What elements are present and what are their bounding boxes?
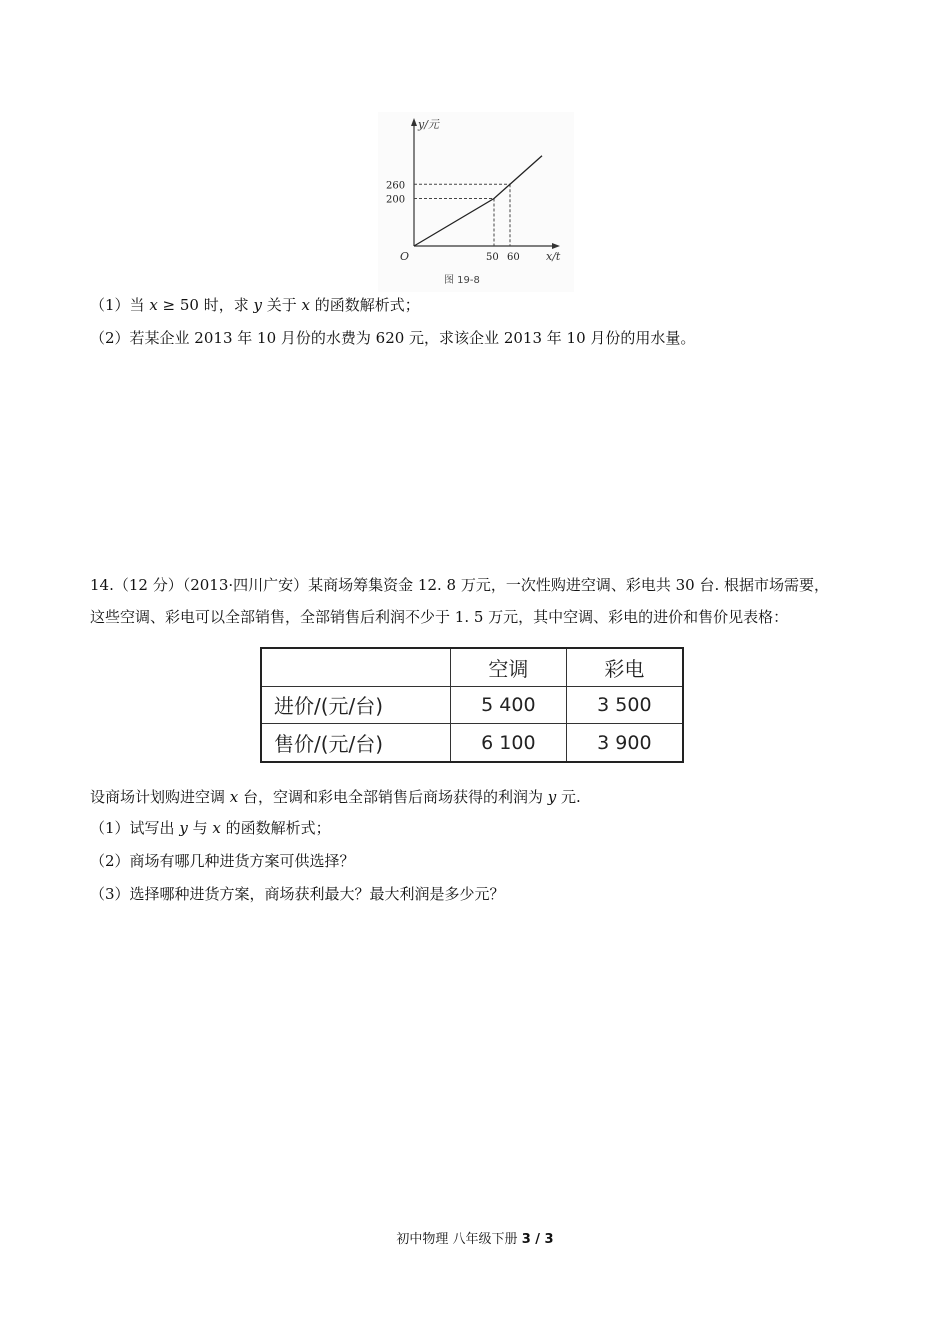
x-tick-label: 50 [486,252,499,263]
text-span: 设商场计划购进空调 [90,788,230,806]
x-tick-label: 60 [507,252,520,263]
variable-y: y [253,296,262,314]
series-line [414,156,542,246]
page-number: 3 / 3 [521,1232,554,1247]
q14-part1 [90,817,331,839]
text-span: 的函数解析式； [220,819,331,837]
variable-x: x [149,296,158,314]
variable-x: x [229,788,239,806]
q14-line2: 这些空调、彩电可以全部销售，全部销售后利润不少于 1. 5 万元，其中空调、彩电的进价和售价见表格： [90,608,789,626]
table-row [261,686,683,724]
x-axis-label: x/t [546,250,561,263]
variable-y: y [179,819,188,837]
row-label: 售价/(元/台) [261,724,451,762]
y-axis-label: y/元 [418,118,439,131]
origin-label: O [400,250,410,263]
price-table [260,647,684,763]
figure-caption: 图 19-8 [444,275,480,286]
cell-tv: 3 500 [566,686,683,724]
text-span: 台，空调和彩电全部销售后商场获得的利润为 [238,788,548,806]
text-span: 与 [187,819,213,837]
variable-y: y [547,788,557,806]
table-header-row [261,648,683,686]
text-span: ≥ 50 时，求 [157,296,254,314]
page-footer [0,1228,950,1247]
y-axis-arrow [411,118,417,126]
table-header-ac: 空调 [451,648,567,686]
y-tick-label: 200 [386,194,406,206]
x-axis-arrow [552,243,560,249]
q14-part3: （3）选择哪种进货方案，商场获利最大？最大利润是多少元？ [90,885,505,903]
cell-ac: 6 100 [451,724,567,762]
y-tick-label: 260 [386,180,406,192]
text-span: （1）当 [90,296,150,314]
variable-x: x [212,819,221,837]
text-span: 的函数解析式； [310,296,420,314]
text-span: 元. [556,788,581,806]
q13-part2: （2）若某企业 2013 年 10 月份的水费为 620 元，求该企业 2013 年 10 月份的用水量。 [90,329,696,347]
function-graph [378,112,574,292]
text-span: （1）试写出 [90,819,180,837]
table-row [261,724,683,762]
q14-setup [90,786,581,808]
cell-tv: 3 900 [566,724,683,762]
table-header-tv: 彩电 [566,648,683,686]
variable-x: x [301,296,311,314]
q13-part1 [90,294,420,316]
figure-19-8 [378,112,574,292]
text-span: 关于 [262,296,302,314]
footer-text: 初中物理 八年级下册 [396,1232,522,1247]
q14-part2: （2）商场有哪几种进货方案可供选择？ [90,852,355,870]
row-label: 进价/(元/台) [261,686,451,724]
cell-ac: 5 400 [451,686,567,724]
q14-line1: 14.（12 分）（2013·四川广安）某商场筹集资金 12. 8 万元，一次性购进空调、彩电共 30 台. 根据市场需要， [90,576,830,594]
table-header-empty [261,648,451,686]
